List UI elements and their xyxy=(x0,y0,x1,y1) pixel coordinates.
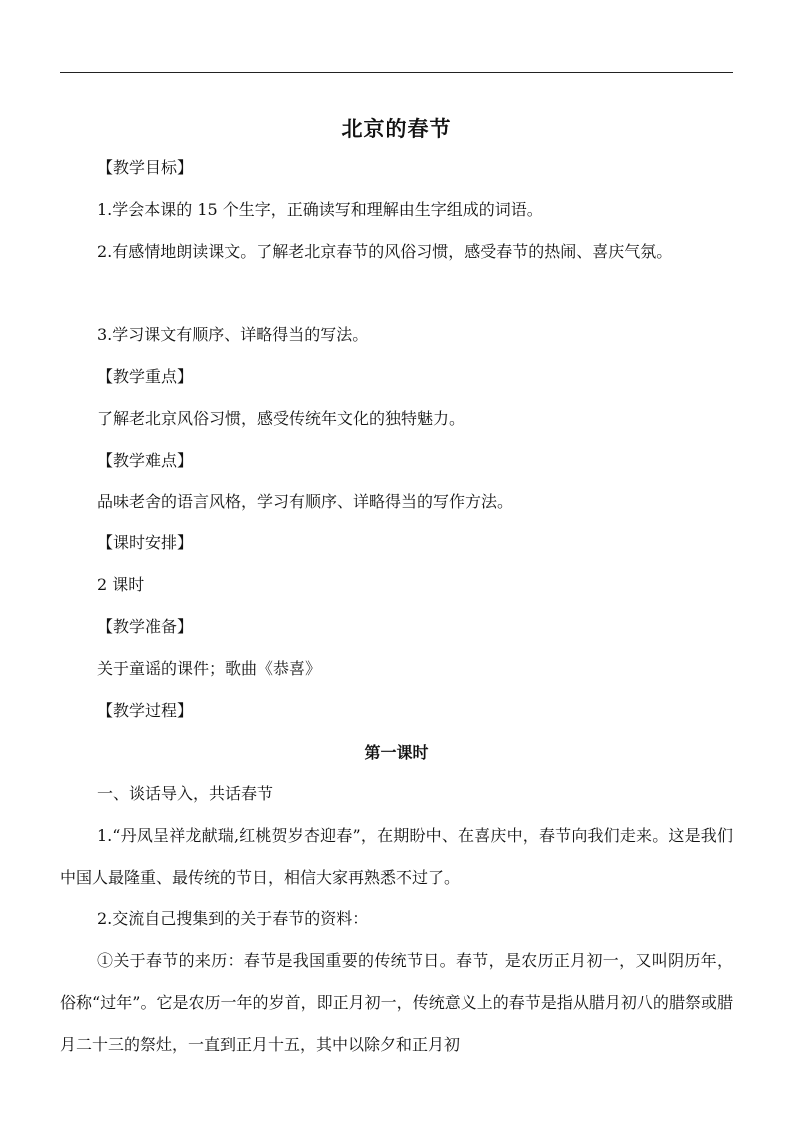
step-1-paragraph-2: 2.交流自己搜集到的关于春节的资料： xyxy=(97,909,369,928)
goals-heading: 【教学目标】 xyxy=(97,158,194,177)
schedule-heading: 【课时安排】 xyxy=(97,533,194,552)
goal-item-3: 3.学习课文有顺序、详略得当的写法。 xyxy=(97,325,369,344)
step-1-paragraph-1: 1.“丹凤呈祥龙献瑞,红桃贺岁杏迎春”，在期盼中、在喜庆中，春节向我们走来。这是我们中国人最隆重、最传统的节日，相信大家再熟悉不过了。 xyxy=(60,826,733,887)
preparation-text: 关于童谣的课件；歌曲《恭喜》 xyxy=(97,659,322,678)
process-heading: 【教学过程】 xyxy=(97,701,194,720)
lesson-1-title: 第一课时 xyxy=(364,743,429,762)
step-1-heading: 一、谈话导入，共话春节 xyxy=(97,784,274,803)
schedule-text: 2 课时 xyxy=(97,575,145,594)
goal-item-1: 1.学会本课的 15 个生字，正确读写和理解由生字组成的词语。 xyxy=(97,200,543,219)
key-points-heading: 【教学重点】 xyxy=(97,367,194,386)
key-points-text: 了解老北京风俗习惯，感受传统年文化的独特魅力。 xyxy=(97,409,466,428)
difficulty-heading: 【教学难点】 xyxy=(97,451,194,470)
preparation-heading: 【教学准备】 xyxy=(97,617,194,636)
step-1-paragraph-3: ①关于春节的来历：春节是我国重要的传统节日。春节，是农历正月初一，又叫阴历年，俗称“过年”。它是农历一年的岁首，即正月初一，传统意义上的春节是指从腊月初八的腊祭或腊月二十三的祭灶，一直到正月十五，其中以除夕和正月初 xyxy=(60,951,733,1054)
header-rule xyxy=(60,72,733,73)
goal-item-2: 2.有感情地朗读课文。了解老北京春节的风俗习惯，感受春节的热闹、喜庆气氛。 xyxy=(97,242,673,261)
difficulty-text: 品味老舍的语言风格，学习有顺序、详略得当的写作方法。 xyxy=(97,492,514,511)
document-title: 北京的春节 xyxy=(341,116,452,141)
